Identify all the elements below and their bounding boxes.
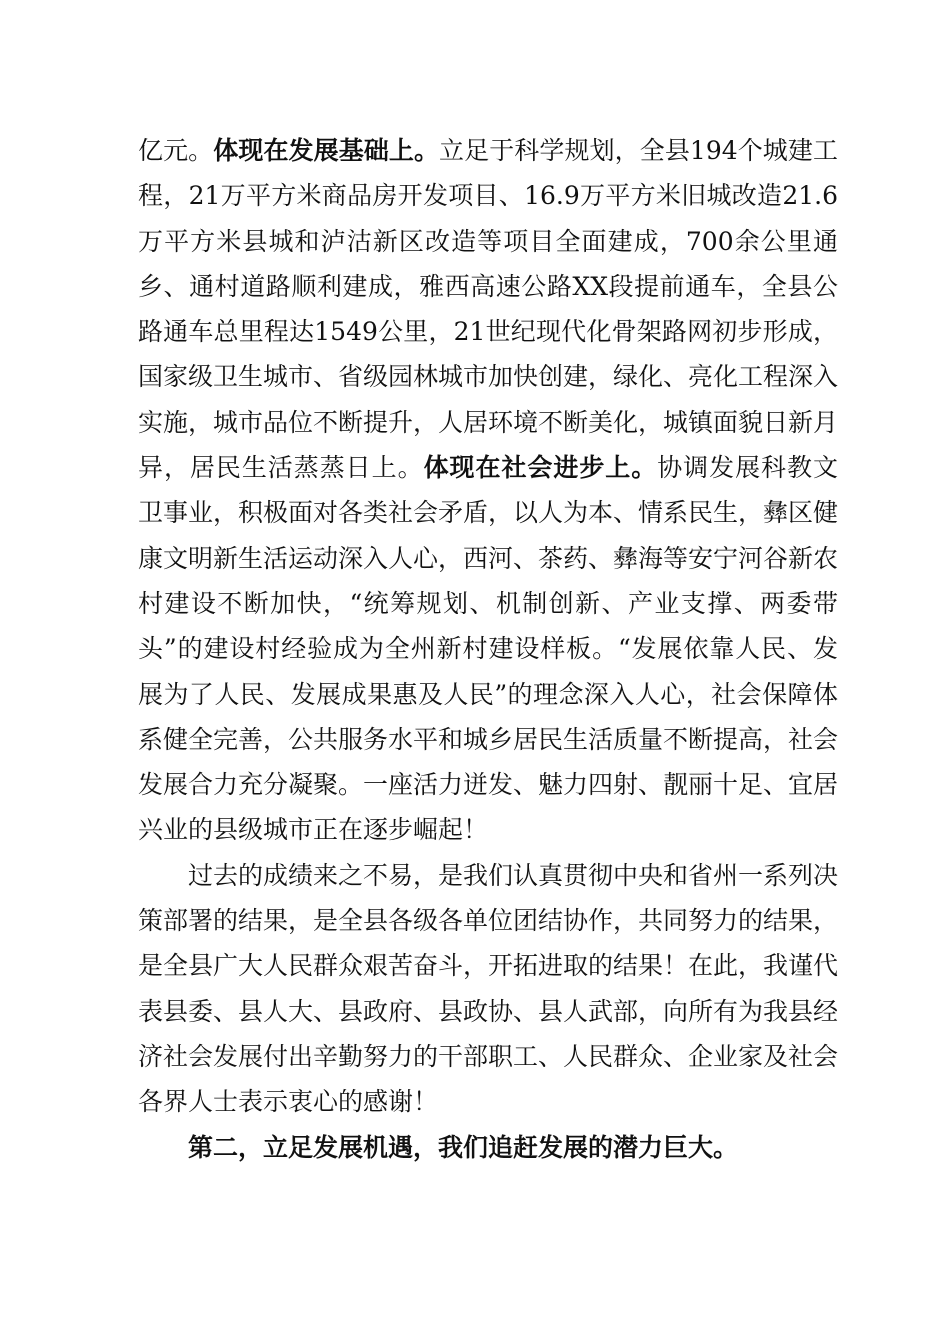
text-run: 协调发展科教文卫事业，积极面对各类社会矛盾，以人为本、情系民生，彝区健康文明新生活运动深入人心，西河、茶药、彝海等安宁河谷新农村建设不断加快，“统筹规划、机制创新、产业支撑、两委带头”的建设村经验成为全州新村建设样板。“发展依靠人民、发展为了人民、发展成果惠及人民”的理念深入人心，社会保障体系健全完善，公共服务水平和城乡居民生活质量不断提高，社会发展合力充分凝聚。一座活力迸发、魅力四射、靓丽十足、宜居兴业的县级城市正在逐步崛起！ [138,453,839,845]
text-run: 立足于科学规划，全县194个城建工程，21万平方米商品房开发项目、16.9万平方米旧城改造21.6万平方米县城和泸沽新区改造等项目全面建成，700余公里通乡、通村道路顺利建成，雅西高速公路XX段提前通车，全县公路通车总里程达1549公里，21世纪现代化骨架路网初步形成，国家级卫生城市、省级园林城市加快创建，绿化、亮化工程深入实施，城市品位不断提升，人居环境不断美化，城镇面貌日新月异，居民生活蒸蒸日上。 [138,136,839,483]
text-run: 过去的成绩来之不易，是我们认真贯彻中央和省州一系列决策部署的结果，是全县各级各单位团结协作，共同努力的结果，是全县广大人民群众艰苦奋斗，开拓进取的结果！在此，我谨代表县委、县人大、县政府、县政协、县人武部，向所有为我县经济社会发展付出辛勤努力的干部职工、人民群众、企业家及社会各界人士表示衷心的感谢！ [138,860,839,1117]
paragraph-achievements [138,128,838,853]
paragraph-thanks [138,853,838,1125]
document-body [138,128,838,1170]
text-run: 亿元。 [138,136,214,165]
bold-heading-run: 体现在发展基础上。 [213,136,440,165]
bold-heading-run: 体现在社会进步上。 [423,453,658,483]
section-heading [138,1125,838,1170]
bold-heading-run: 第二，立足发展机遇，我们追赶发展的潜力巨大。 [188,1132,739,1162]
